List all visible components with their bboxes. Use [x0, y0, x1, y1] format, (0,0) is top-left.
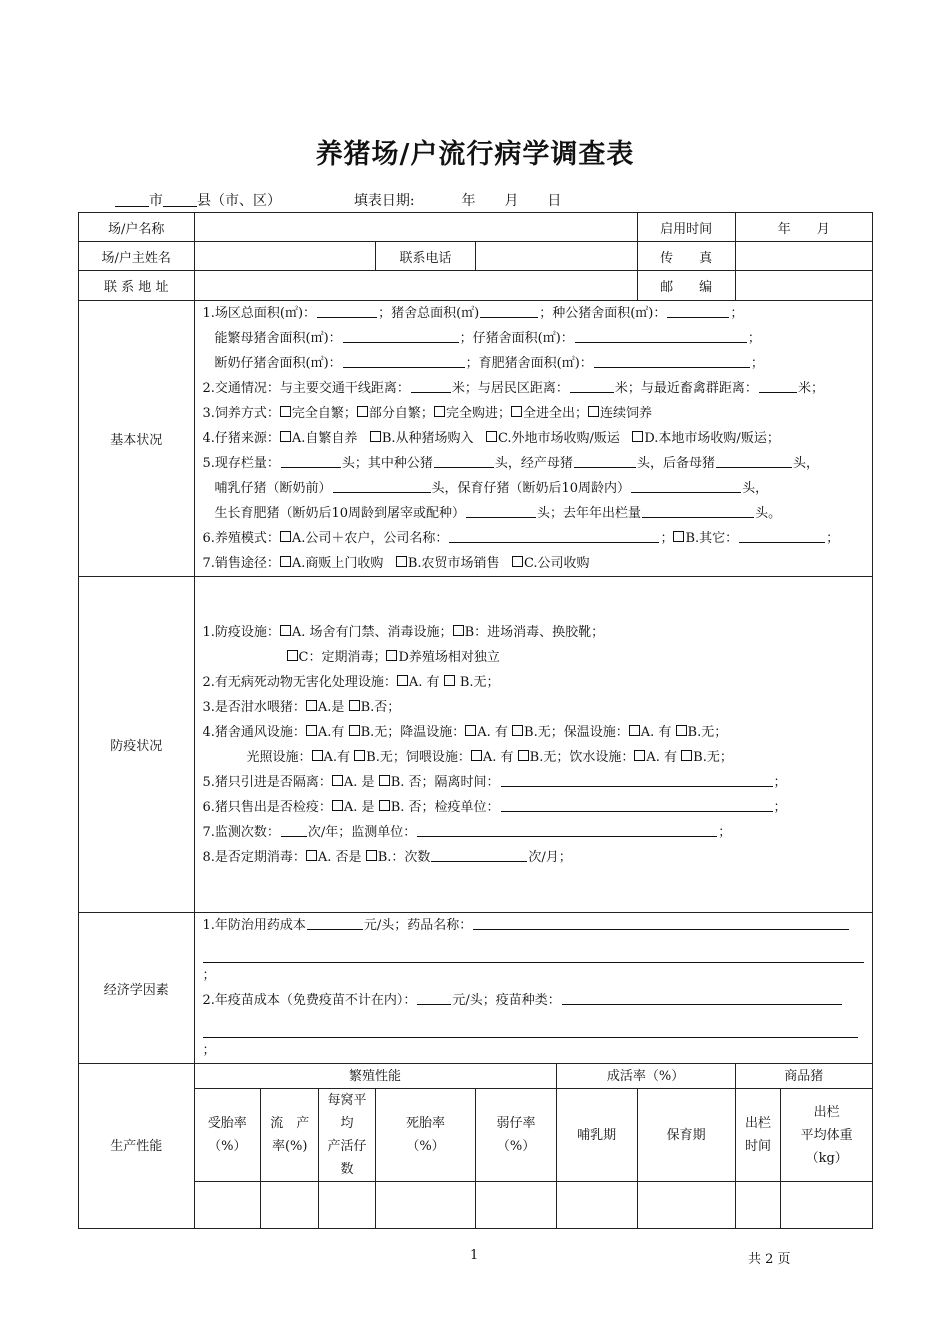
checkbox[interactable]: [673, 531, 684, 542]
epi-line-8: 6.猪只售出是否检疫： A. 是 B. 否；检疫单位： ；: [202, 799, 787, 815]
farm-name-field[interactable]: [194, 213, 637, 242]
market-pig-header: 商品猪: [735, 1064, 872, 1089]
checkbox[interactable]: [280, 531, 291, 542]
basic-line-4: 2.交通情况：与主要交通干线距离： 米；与居民区距离： 米；与最近畜禽群距离： 米；: [202, 381, 824, 396]
basic-line-2: 能繁母猪舍面积(㎡)： ；仔猪舍面积(㎡)： ；: [214, 331, 761, 346]
sow-count-blank[interactable]: [574, 454, 636, 468]
county-blank[interactable]: [163, 192, 197, 207]
basic-line-7: 5.现存栏量： 头；其中种公猪 头，经产母猪 头，后备母猪 头，: [202, 456, 819, 471]
year-label: 年: [461, 193, 476, 209]
checkbox[interactable]: [332, 800, 343, 811]
drug-name-continue-blank[interactable]: [203, 938, 865, 963]
basic-line-11: 7.销售途径： A.商贩上门收购 B.农贸市场销售 C.公司收购: [202, 556, 590, 571]
epi-line-4: 3.是否泔水喂猪： A.是 B.否；: [202, 699, 401, 715]
econ-line-1: 1.年防治用药成本 元/头；药品名称：: [203, 913, 865, 938]
road-distance-blank[interactable]: [411, 379, 451, 393]
vaccine-cost-blank[interactable]: [417, 991, 451, 1005]
finisher-count-blank[interactable]: [466, 504, 536, 518]
stillbirth-rate-field[interactable]: [375, 1182, 476, 1229]
checkbox[interactable]: [354, 750, 365, 761]
checkbox[interactable]: [280, 406, 291, 417]
epi-line-7: 5.猪只引进是否隔离： A. 是 B. 否；隔离时间： ；: [202, 774, 787, 790]
checkbox[interactable]: [280, 556, 291, 567]
residential-distance-blank[interactable]: [570, 379, 614, 393]
sow-house-blank[interactable]: [343, 329, 459, 343]
vaccine-type-blank[interactable]: [562, 991, 842, 1005]
checkbox[interactable]: [471, 750, 482, 761]
start-time-label: 启用时间: [637, 213, 735, 242]
day-label: 日: [547, 193, 562, 209]
company-name-blank[interactable]: [449, 529, 659, 543]
disinfect-count-blank[interactable]: [431, 848, 527, 862]
annual-output-blank[interactable]: [642, 504, 754, 518]
market-time-field[interactable]: [735, 1182, 781, 1229]
other-mode-blank[interactable]: [739, 529, 825, 543]
fax-field[interactable]: [735, 242, 872, 271]
survival-rate-header: 成活率（%）: [556, 1064, 735, 1089]
suckling-count-blank[interactable]: [333, 479, 431, 493]
checkbox[interactable]: [518, 750, 529, 761]
quarantine-unit-blank[interactable]: [501, 798, 773, 812]
vaccine-type-continue-blank[interactable]: [203, 1013, 859, 1038]
breeding-performance-header: 繁殖性能: [194, 1064, 556, 1089]
page-number: 1: [470, 1248, 479, 1263]
epi-line-1: 1.防疫设施： A. 场舍有门禁、消毒设施； B：进场消毒、换胶靴；: [202, 624, 605, 640]
county-label: 县（市、区）: [197, 193, 281, 209]
start-time-field[interactable]: 年 月: [735, 213, 872, 242]
subhead: [115, 190, 561, 210]
city-blank[interactable]: [115, 192, 149, 207]
phone-field[interactable]: [476, 242, 637, 271]
checkbox[interactable]: [588, 406, 599, 417]
address-label: 联 系 地 址: [79, 271, 195, 301]
stillbirth-rate-header: 死胎率 （%）: [375, 1089, 476, 1182]
abortion-rate-header: 流 产 率(%): [261, 1089, 319, 1182]
city-label: 市: [149, 193, 163, 209]
basic-status-content: [194, 301, 873, 577]
postcode-field[interactable]: [735, 271, 872, 301]
basic-line-6: 4.仔猪来源： A.自繁自养 B.从种猪场购入 C.外地市场收购/贩运 D.本地市场收购/贩运；: [202, 431, 780, 446]
checkbox[interactable]: [453, 625, 464, 636]
checkbox[interactable]: [397, 675, 408, 686]
boar-count-blank[interactable]: [434, 454, 494, 468]
owner-name-field[interactable]: [194, 242, 375, 271]
checkbox[interactable]: [349, 700, 360, 711]
checkbox[interactable]: [357, 406, 368, 417]
house-area-blank[interactable]: [480, 304, 538, 318]
checkbox[interactable]: [486, 431, 497, 442]
checkbox[interactable]: [396, 556, 407, 567]
checkbox[interactable]: [349, 725, 360, 736]
checkbox[interactable]: [434, 406, 445, 417]
litter-size-header: 每窝平均 产活仔数: [319, 1089, 375, 1182]
boar-house-blank[interactable]: [667, 304, 729, 318]
checkbox[interactable]: [287, 650, 298, 661]
checkbox[interactable]: [632, 431, 643, 442]
basic-status-label: 基本状况: [79, 301, 195, 577]
epi-line-3: 2.有无病死动物无害化处理设施： A. 有 B.无；: [202, 674, 500, 690]
econ-semicolon-1: ；: [202, 968, 216, 983]
basic-line-9: 生长育肥猪（断奶后10周龄到屠宰或配种） 头；去年年出栏量 头。: [214, 506, 782, 521]
epi-line-10: 8.是否定期消毒： A. 否是 B.：次数 次/月；: [202, 849, 572, 865]
gilt-count-blank[interactable]: [716, 454, 792, 468]
checkbox[interactable]: [465, 725, 476, 736]
checkbox[interactable]: [306, 850, 317, 861]
stock-total-blank[interactable]: [281, 454, 341, 468]
checkbox[interactable]: [280, 431, 291, 442]
site-area-blank[interactable]: [317, 304, 377, 318]
checkbox[interactable]: [629, 725, 640, 736]
monitor-count-blank[interactable]: [281, 823, 307, 837]
epidemic-status-content: [194, 577, 873, 913]
economic-factors-content: [194, 913, 873, 1064]
page-title: 养猪场/户流行病学调查表: [315, 139, 635, 170]
epi-line-6: 光照设施： A.有 B.无；饲喂设施： A. 有 B.无；饮水设施： A. 有 B.无；: [246, 749, 733, 765]
checkbox[interactable]: [379, 800, 390, 811]
checkbox[interactable]: [681, 750, 692, 761]
phone-label: 联系电话: [375, 242, 476, 271]
checkbox[interactable]: [676, 725, 687, 736]
piglet-house-blank[interactable]: [575, 329, 747, 343]
monitor-unit-blank[interactable]: [417, 823, 717, 837]
weak-piglet-rate-header: 弱仔率 （%）: [476, 1089, 556, 1182]
basic-line-5: 3.饲养方式： 完全自繁； 部分自繁； 完全购进； 全进全出； 连续饲养: [202, 406, 652, 421]
checkbox[interactable]: [444, 675, 455, 686]
epi-line-9: 7.监测次数： 次/年；监测单位： ；: [202, 824, 732, 840]
basic-line-1: 1.场区总面积(㎡)： ；猪舍总面积(㎡) ；种公猪舍面积(㎡)： ；: [202, 306, 744, 321]
checkbox[interactable]: [366, 850, 377, 861]
farm-name-label: 场/户名称: [79, 213, 195, 242]
total-pages: 共 2 页: [748, 1252, 791, 1267]
basic-line-10: 6.养殖模式： A.公司＋农户，公司名称： ； B.其它： ；: [202, 531, 840, 546]
fax-label: 传 真: [637, 242, 735, 271]
checkbox[interactable]: [280, 625, 291, 636]
checkbox[interactable]: [306, 700, 317, 711]
econ-semicolon-2: ；: [202, 1043, 216, 1058]
nursery-period-header: 保育期: [637, 1089, 735, 1182]
owner-name-label: 场/户主姓名: [79, 242, 195, 271]
drug-name-blank[interactable]: [473, 916, 849, 930]
market-weight-header: 出栏 平均体重 （kg）: [781, 1089, 873, 1182]
litter-size-field[interactable]: [319, 1182, 375, 1229]
economic-factors-label: 经济学因素: [79, 913, 195, 1064]
production-performance-label: 生产性能: [79, 1064, 195, 1229]
checkbox[interactable]: [370, 431, 381, 442]
isolation-time-blank[interactable]: [501, 773, 773, 787]
checkbox[interactable]: [511, 406, 522, 417]
weak-piglet-rate-field[interactable]: [476, 1182, 556, 1229]
nursery-period-field[interactable]: [637, 1182, 735, 1229]
checkbox[interactable]: [386, 650, 397, 661]
epidemic-status-label: 防疫状况: [79, 577, 195, 913]
checkbox[interactable]: [634, 750, 645, 761]
checkbox[interactable]: [332, 775, 343, 786]
suckling-period-header: 哺乳期: [556, 1089, 637, 1182]
checkbox[interactable]: [512, 725, 523, 736]
epi-line-2: C：定期消毒； D养殖场相对独立: [203, 645, 865, 670]
finisher-house-blank[interactable]: [594, 354, 750, 368]
basic-line-8: 哺乳仔猪（断奶前） 头，保育仔猪（断奶后10周龄内） 头，: [214, 481, 769, 496]
market-time-header: 出栏 时间: [735, 1089, 781, 1182]
month-label: 月: [504, 193, 519, 209]
epi-line-5: 4.猪舍通风设施： A.有 B.无；降温设施： A. 有 B.无；保温设施： A. 有 B.无；: [202, 724, 728, 740]
checkbox[interactable]: [312, 750, 323, 761]
address-field[interactable]: [194, 271, 637, 301]
abortion-rate-field[interactable]: [261, 1182, 319, 1229]
conception-rate-field[interactable]: [194, 1182, 261, 1229]
drug-cost-blank[interactable]: [307, 916, 363, 930]
econ-line-2: 2.年疫苗成本（免费疫苗不计在内）： 元/头；疫苗种类：: [203, 988, 865, 1013]
date-label: 填表日期:: [353, 193, 415, 209]
market-weight-field[interactable]: [781, 1182, 873, 1229]
checkbox[interactable]: [512, 556, 523, 567]
postcode-label: 邮 编: [637, 271, 735, 301]
checkbox[interactable]: [306, 725, 317, 736]
basic-line-3: 断奶仔猪舍面积(㎡)： ；育肥猪舍面积(㎡)： ；: [214, 356, 764, 371]
nursery-count-blank[interactable]: [631, 479, 741, 493]
weaner-house-blank[interactable]: [343, 354, 465, 368]
livestock-distance-blank[interactable]: [759, 379, 797, 393]
conception-rate-header: 受胎率 （%）: [194, 1089, 261, 1182]
survey-table: [78, 212, 873, 1229]
checkbox[interactable]: [379, 775, 390, 786]
suckling-period-field[interactable]: [556, 1182, 637, 1229]
